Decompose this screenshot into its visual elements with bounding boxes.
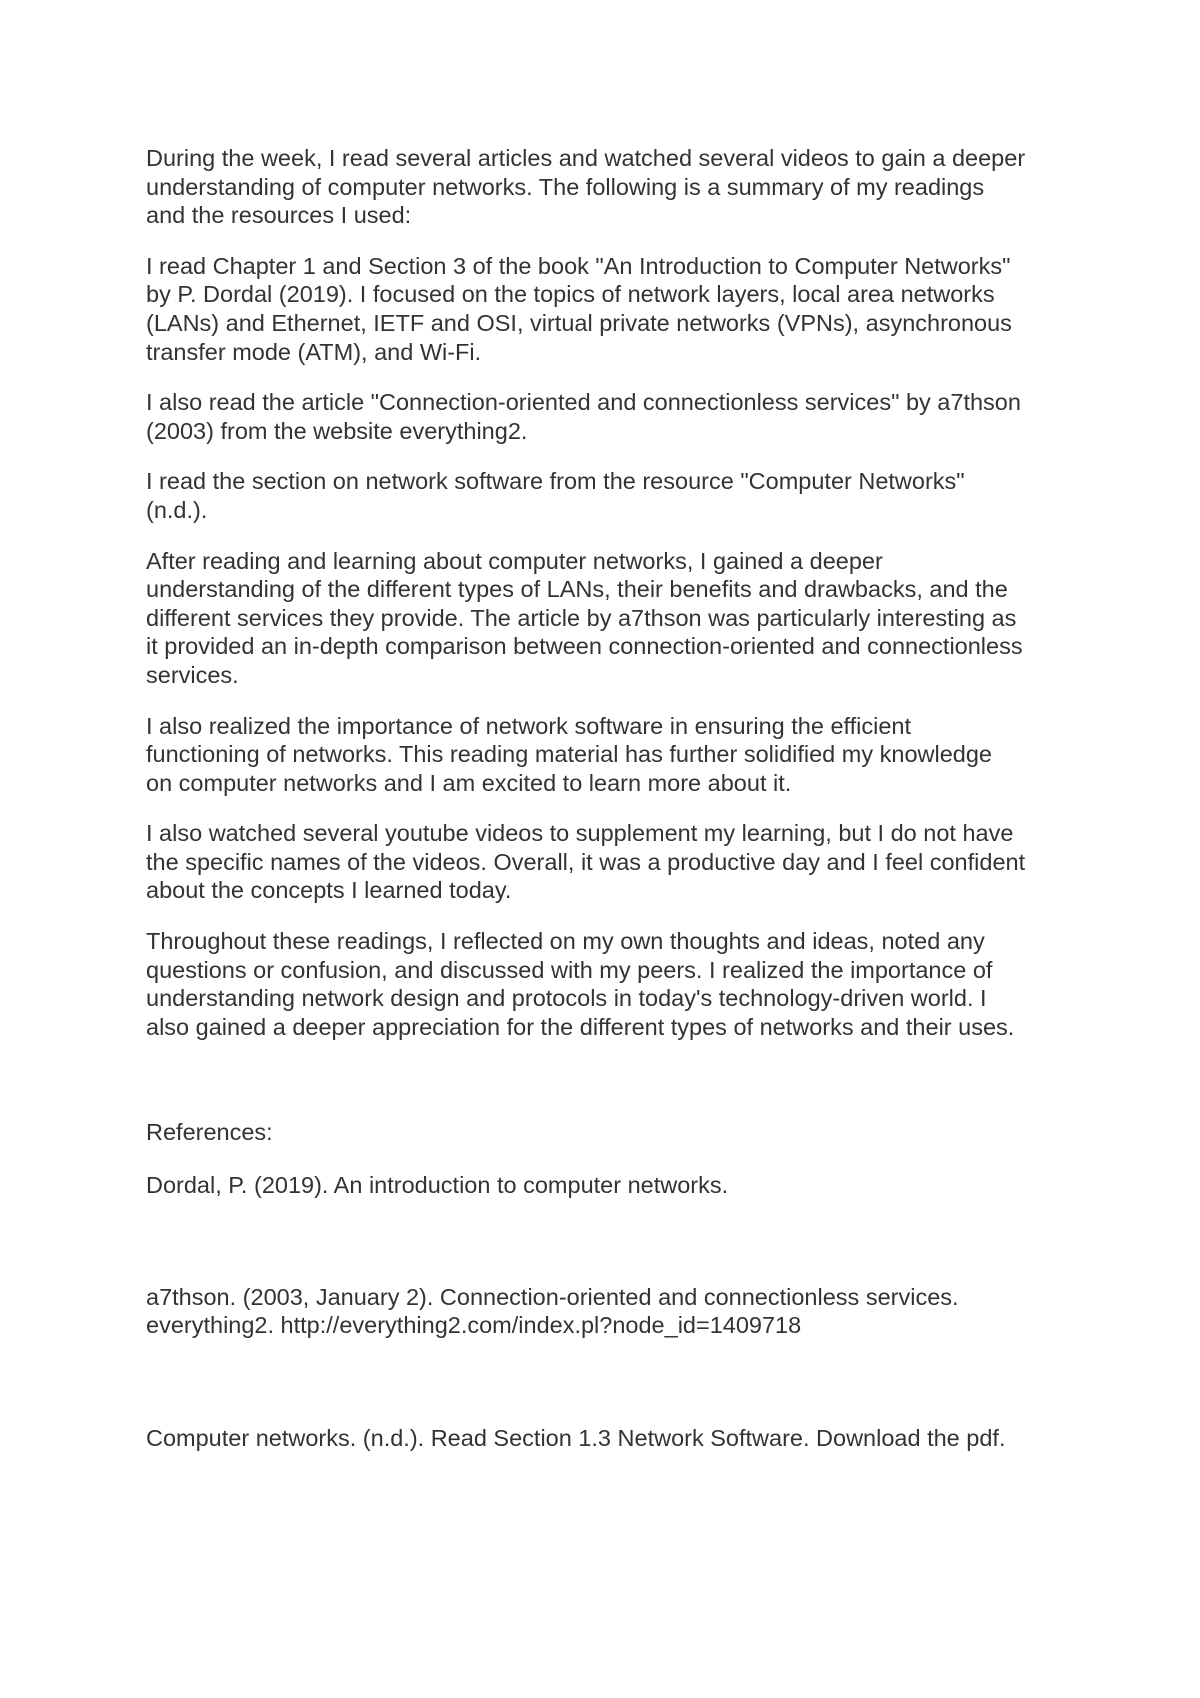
reference-computer-networks: Computer networks. (n.d.). Read Section 1.3 Network Software. Download the pdf. (146, 1424, 1006, 1451)
paragraph-network-software-reading: I read the section on network software from the resource "Computer Networks" (n.d.). (146, 468, 965, 523)
reference-dordal: Dordal, P. (2019). An introduction to computer networks. (146, 1172, 729, 1199)
reference-spacer (146, 1200, 1076, 1283)
references-heading: References: (146, 1119, 273, 1146)
paragraph-youtube-videos: I also watched several youtube videos to supplement my learning, but I do not have the specific names of the videos. Overall, it was a productive day and I feel confident about the concepts I learned today. (146, 820, 1026, 904)
document-page (146, 144, 1076, 1452)
paragraph-network-software-importance: I also realized the importance of network software in ensuring the efficient functioning of networks. This reading material has further solidified my knowledge on computer networks and I am excited to learn more about it. (146, 712, 992, 796)
reference-spacer (146, 1340, 1076, 1424)
reference-a7thson: a7thson. (2003, January 2). Connection-oriented and connectionless services. everything2. http://everything2.com/index.pl?node_id=1409718 (146, 1283, 959, 1339)
paragraph-reflection: Throughout these readings, I reflected on my own thoughts and ideas, noted any questions or confusion, and discussed with my peers. I realized the importance of understanding network design and protocols in today's technology-driven world. I also gained a deeper appreciation for the different types of networks and their uses. (146, 928, 1015, 1040)
paragraph-a7thson-reading: I also read the article "Connection-oriented and connectionless services" by a7thson (2003) from the website everything2. (146, 389, 1021, 444)
paragraph-intro: During the week, I read several articles and watched several videos to gain a deeper understanding of computer networks. The following is a summary of my readings and the resources I used: (146, 145, 1026, 229)
section-spacer (146, 1063, 1076, 1118)
paragraph-dordal-reading: I read Chapter 1 and Section 3 of the book "An Introduction to Computer Networks" by P. Dordal (2019). I focused on the topics of network layers, local area networks (LANs) and Ethernet, IETF and OSI, virtual private networks (VPNs), asynchronous transfer mode (ATM), and Wi-Fi. (146, 252, 1012, 365)
paragraph-learning-summary: After reading and learning about computer networks, I gained a deeper understanding of the different types of LANs, their benefits and drawbacks, and the different services they provide. The article by a7thson was particularly interesting as it provided an in-depth comparison between connection-oriented and connectionless services. (146, 547, 1023, 688)
